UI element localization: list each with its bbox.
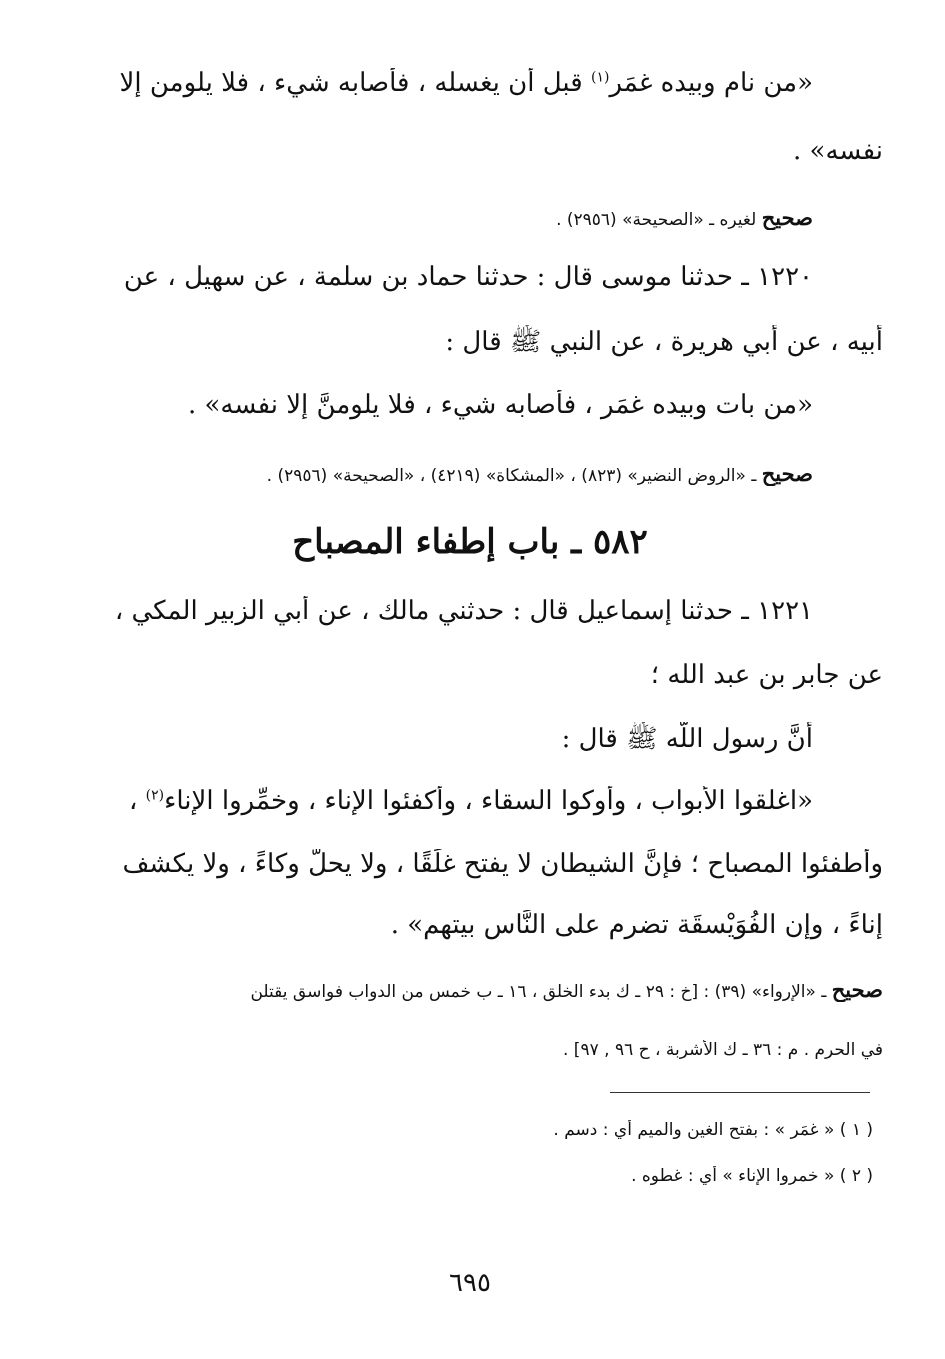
grade-1221-label: صحيح — [831, 977, 883, 1002]
hadith-1219-line-1-end: قبل أن يغسله ، فأصابه شيء ، فلا يلومن إلا — [119, 68, 591, 98]
hadith-1220-line-2: أبيه ، عن أبي هريرة ، عن النبي ﷺ قال : — [445, 327, 883, 357]
hadith-1221-line-2: عن جابر بن عبد الله ؛ — [650, 660, 883, 690]
chapter-heading: ٥٨٢ ـ باب إطفاء المصباح — [292, 522, 648, 562]
footnote-1: ( ١ ) « غمَر » : بفتح الغين والميم أي : دسم . — [553, 1120, 873, 1140]
hadith-1219-line-1 — [93, 68, 813, 98]
grade-1221-text-1: ـ «الإرواء» (٣٩) : [خ : ٢٩ ـ ك بدء الخلق ، ١٦ ـ ب خمس من الدواب فواسق يقتلن — [250, 982, 827, 1002]
hadith-1221-line-4 — [93, 786, 813, 816]
hadith-1220-line-3: «من بات وبيده غمَر ، فأصابه شيء ، فلا يلومنَّ إلا نفسه» . — [188, 390, 813, 420]
footnote-separator — [610, 1092, 870, 1093]
hadith-1221-line-4-start: «اغلقوا الأبواب ، وأوكوا السقاء ، وأكفئوا الإناء ، وخمِّروا الإناء — [164, 786, 813, 816]
grade-1221-line-2: في الحرم . م : ٣٦ ـ ك الأشربة ، ح ٩٦ , ٩٧] . — [563, 1040, 883, 1060]
hadith-1221-line-1: ١٢٢١ ـ حدثنا إسماعيل قال : حدثني مالك ، عن أبي الزبير المكي ، — [114, 596, 813, 626]
hadith-1219-line-2: نفسه» . — [793, 136, 883, 166]
footnote-marker-2: (٢) — [145, 787, 165, 804]
hadith-1221-line-3: أنَّ رسول اللَّه ﷺ قال : — [561, 724, 813, 754]
grade-1220 — [93, 461, 813, 486]
grade-1219 — [213, 205, 813, 230]
footnote-marker-1: (١) — [590, 69, 610, 86]
grade-1219-label: صحيح — [761, 205, 813, 230]
grade-1219-text: لغيره ـ «الصحيحة» (٢٩٥٦) . — [556, 210, 757, 230]
grade-1220-text: ـ «الروض النضير» (٨٢٣) ، «المشكاة» (٤٢١٩) ، «الصحيحة» (٢٩٥٦) . — [266, 466, 757, 486]
hadith-1221-line-5: وأطفئوا المصباح ؛ فإنَّ الشيطان لا يفتح غلَقًا ، ولا يحلُّ وكاءً ، ولا يكشف — [122, 849, 883, 879]
hadith-1221-line-6: إناءً ، وإن الفُوَيْسقَة تضرم على النَّاس بيتهم» . — [390, 910, 883, 940]
footnote-2: ( ٢ ) « خمروا الإناء » أي : غطوه . — [631, 1166, 873, 1186]
hadith-1221-line-4-end: ، — [129, 786, 146, 816]
hadith-1220-line-1: ١٢٢٠ ـ حدثنا موسى قال : حدثنا حماد بن سلمة ، عن سهيل ، عن — [123, 262, 813, 292]
page-number: ٦٩٥ — [449, 1268, 491, 1298]
grade-1220-label: صحيح — [761, 461, 813, 486]
hadith-1219-line-1-start: «من نام وبيده غمَر — [609, 68, 813, 98]
grade-1221-line-1 — [93, 977, 883, 1002]
